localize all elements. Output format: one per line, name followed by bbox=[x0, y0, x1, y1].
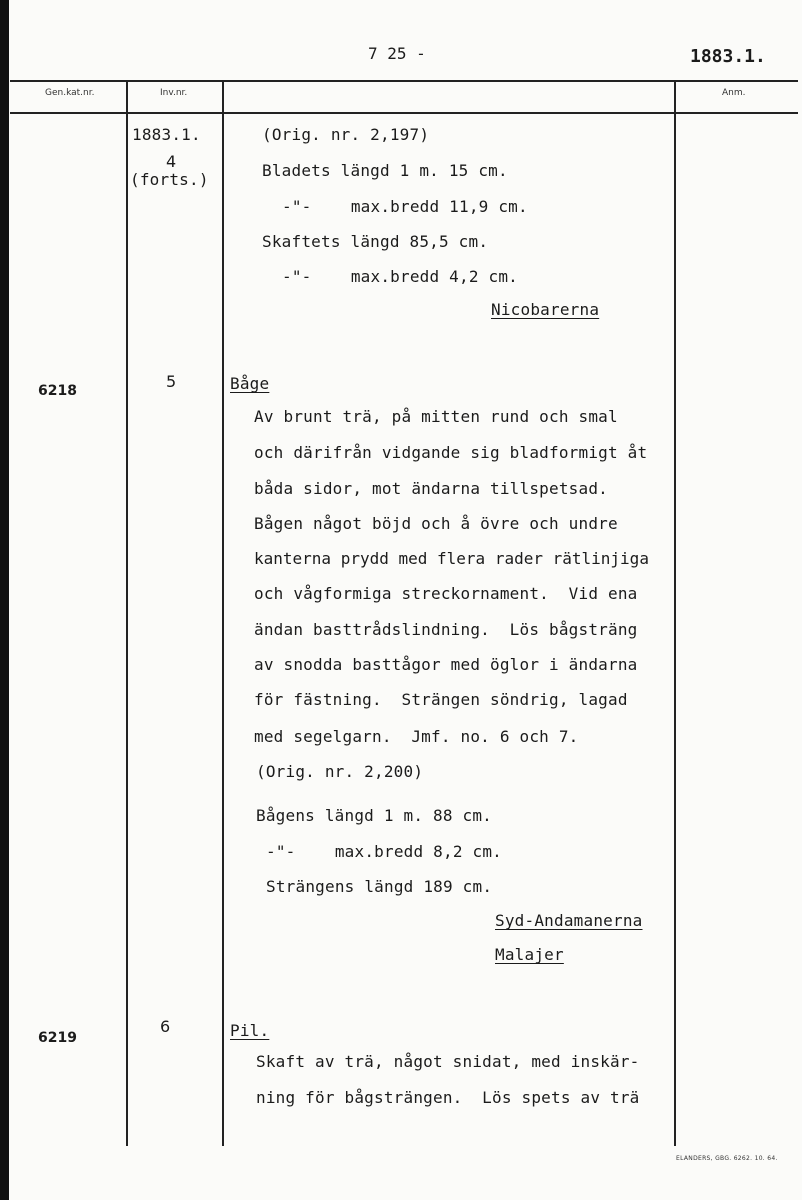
description-line: för fästning. Strängen söndrig, lagad bbox=[254, 690, 628, 709]
description-line: med segelgarn. Jmf. no. 6 och 7. bbox=[254, 727, 579, 746]
description-line: Skaft av trä, något snidat, med inskär- bbox=[256, 1052, 640, 1071]
inv-year: 1883.1. bbox=[132, 125, 201, 144]
place-malajer: Malajer bbox=[495, 945, 564, 964]
gen-kat-nr-6218: 6218 bbox=[38, 383, 77, 399]
inv-forts: (forts.) bbox=[130, 170, 209, 189]
entry-title-pil: Pil. bbox=[230, 1021, 270, 1040]
description-line: ändan basttrådslindning. Lös bågsträng bbox=[254, 620, 638, 639]
binding-edge bbox=[0, 0, 9, 1200]
place-syd-andamanerna: Syd-Andamanerna bbox=[495, 911, 643, 930]
gen-kat-nr-6219: 6219 bbox=[38, 1030, 77, 1046]
header-rule-bottom bbox=[10, 112, 798, 114]
description-line: Bågen något böjd och å övre och undre bbox=[254, 514, 618, 533]
header-rule-top bbox=[10, 80, 798, 82]
inv-number-4: 4 bbox=[166, 152, 177, 171]
column-divider-1 bbox=[126, 80, 128, 1146]
description-line: av snodda basttågor med öglor i ändarna bbox=[254, 655, 638, 674]
printer-imprint: ELANDERS, GBG. 6262. 10. 64. bbox=[676, 1155, 778, 1162]
header-year: 1883.1. bbox=[690, 46, 766, 67]
cont-line: -"- max.bredd 11,9 cm. bbox=[282, 197, 528, 216]
page-number: 7 25 - bbox=[368, 44, 426, 63]
column-divider-3 bbox=[674, 80, 676, 1146]
column-header-inv-nr: Inv.nr. bbox=[160, 88, 188, 98]
description-line: ning för bågsträngen. Lös spets av trä bbox=[256, 1088, 640, 1107]
description-line: kanterna prydd med flera rader rätlinjiga bbox=[254, 549, 649, 568]
entry-title-bage: Båge bbox=[230, 374, 270, 393]
cont-line: Bladets längd 1 m. 15 cm. bbox=[262, 161, 508, 180]
description-line: och vågformiga streckornament. Vid ena bbox=[254, 584, 638, 603]
description-line: -"- max.bredd 8,2 cm. bbox=[266, 842, 502, 861]
column-divider-2 bbox=[222, 80, 224, 1146]
cont-line: (Orig. nr. 2,197) bbox=[262, 125, 430, 144]
description-line: båda sidor, mot ändarna tillspetsad. bbox=[254, 479, 608, 498]
inv-number-5: 5 bbox=[166, 372, 177, 391]
cont-line: -"- max.bredd 4,2 cm. bbox=[282, 267, 518, 286]
description-line: Strängens längd 189 cm. bbox=[266, 877, 493, 896]
description-line: Bågens längd 1 m. 88 cm. bbox=[256, 806, 492, 825]
place-nicobarerna: Nicobarerna bbox=[491, 300, 600, 319]
description-line: Av brunt trä, på mitten rund och smal bbox=[254, 407, 618, 426]
description-line: (Orig. nr. 2,200) bbox=[256, 762, 424, 781]
cont-line: Skaftets längd 85,5 cm. bbox=[262, 232, 489, 251]
description-line: och därifrån vidgande sig bladformigt åt bbox=[254, 443, 648, 462]
inv-number-6: 6 bbox=[160, 1017, 171, 1036]
column-header-gen-kat-nr: Gen.kat.nr. bbox=[45, 88, 95, 98]
column-header-anm: Anm. bbox=[722, 88, 746, 98]
